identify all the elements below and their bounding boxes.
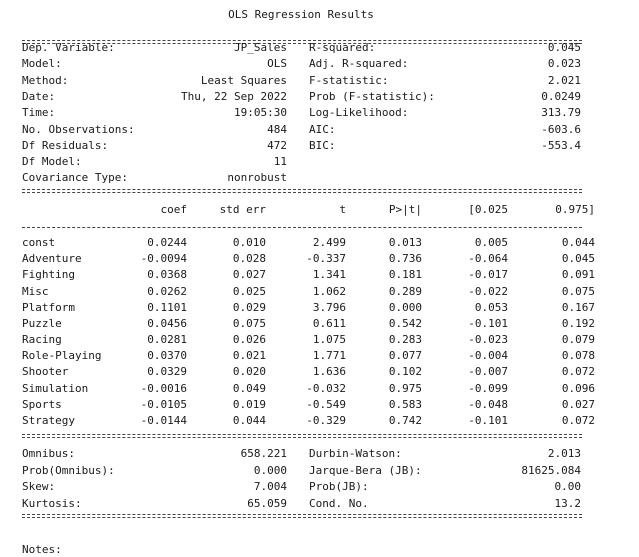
diagnostic-left-value: 7.004 bbox=[253, 480, 287, 493]
coef-cell: -0.101 bbox=[468, 316, 508, 330]
coef-row-name: Simulation bbox=[22, 381, 89, 395]
coef-row-name: Puzzle bbox=[22, 316, 62, 330]
coef-cell: -0.048 bbox=[468, 397, 508, 411]
diagnostic-right-value: 2.013 bbox=[547, 447, 581, 460]
coef-cell: 0.611 bbox=[312, 316, 346, 330]
summary-right-label: AIC: bbox=[309, 122, 336, 136]
coef-cell: 0.075 bbox=[561, 284, 595, 298]
diagnostic-right-label: Cond. No. bbox=[309, 496, 369, 510]
summary-left-value: 11 bbox=[273, 155, 287, 169]
coef-cell: 0.102 bbox=[388, 365, 422, 379]
coef-cell: 0.025 bbox=[232, 284, 266, 298]
coef-cell: -0.032 bbox=[306, 381, 346, 395]
summary-left-label: Dep. Variable: bbox=[22, 41, 115, 54]
coef-cell: 0.096 bbox=[561, 381, 595, 395]
summary-left-label: Method: bbox=[22, 73, 69, 87]
coef-cell: 0.542 bbox=[388, 316, 422, 330]
summary-right-value: -553.4 bbox=[541, 138, 581, 152]
summary-left-value: Least Squares bbox=[200, 73, 287, 87]
diagnostic-left-value: 65.059 bbox=[247, 496, 287, 510]
coef-column-header: t bbox=[339, 203, 346, 216]
summary-right-value: 0.023 bbox=[547, 57, 581, 71]
coef-cell: 0.075 bbox=[232, 316, 266, 330]
coef-cell: 0.0456 bbox=[147, 316, 187, 330]
coef-cell: 0.079 bbox=[561, 333, 595, 347]
coef-cell: -0.022 bbox=[468, 284, 508, 298]
coef-row-name: Fighting bbox=[22, 268, 75, 282]
summary-right-label: BIC: bbox=[309, 138, 336, 152]
coef-cell: 0.027 bbox=[232, 268, 266, 282]
coef-cell: 0.0281 bbox=[147, 333, 187, 347]
coef-cell: 0.742 bbox=[388, 413, 422, 427]
coef-cell: 0.072 bbox=[561, 413, 595, 427]
coef-row-name: Racing bbox=[22, 333, 62, 347]
coef-cell: 0.583 bbox=[388, 397, 422, 411]
coef-cell: 0.028 bbox=[232, 252, 266, 266]
diagnostic-left-label: Prob(Omnibus): bbox=[22, 463, 115, 477]
coef-cell: 0.019 bbox=[232, 397, 266, 411]
coef-cell: 0.000 bbox=[388, 300, 422, 314]
summary-right-value: 0.0249 bbox=[541, 89, 581, 103]
coef-cell: 0.021 bbox=[232, 349, 266, 363]
coef-cell: -0.0105 bbox=[140, 397, 187, 411]
coef-cell: 0.975 bbox=[388, 381, 422, 395]
diagnostic-left-label: Kurtosis: bbox=[22, 496, 82, 510]
coef-cell: 1.075 bbox=[312, 333, 346, 347]
diagnostic-left-label: Omnibus: bbox=[22, 447, 75, 460]
summary-left-label: Df Residuals: bbox=[22, 138, 109, 152]
coef-cell: -0.007 bbox=[468, 365, 508, 379]
summary-right-label: R-squared: bbox=[309, 41, 376, 54]
coef-cell: 0.049 bbox=[232, 381, 266, 395]
coef-cell: 0.020 bbox=[232, 365, 266, 379]
summary-right-label: F-statistic: bbox=[309, 73, 389, 87]
coef-cell: -0.329 bbox=[306, 413, 346, 427]
coef-cell: 0.027 bbox=[561, 397, 595, 411]
coef-cell: 0.053 bbox=[474, 300, 508, 314]
coef-cell: 0.1101 bbox=[147, 300, 187, 314]
coef-cell: 0.192 bbox=[561, 316, 595, 330]
coef-cell: -0.0016 bbox=[140, 381, 187, 395]
diagnostic-right-value: 0.00 bbox=[554, 480, 581, 493]
summary-left-value: 472 bbox=[267, 138, 287, 152]
coef-cell: -0.337 bbox=[306, 252, 346, 266]
diagnostic-left-label: Skew: bbox=[22, 480, 56, 493]
notes-label: Notes: bbox=[22, 543, 62, 556]
summary-right-value: 2.021 bbox=[547, 73, 581, 87]
coef-column-header: [0.025 bbox=[468, 203, 508, 216]
coef-cell: 0.078 bbox=[561, 349, 595, 363]
diagnostic-right-value: 81625.084 bbox=[521, 463, 581, 477]
summary-left-label: Date: bbox=[22, 89, 56, 103]
coef-cell: -0.0094 bbox=[140, 252, 187, 266]
double-rule-summary bbox=[22, 189, 582, 193]
coef-cell: 0.026 bbox=[232, 333, 266, 347]
diagnostic-left-value: 658.221 bbox=[240, 447, 287, 460]
coef-cell: -0.004 bbox=[468, 349, 508, 363]
double-rule-coefficients bbox=[22, 434, 582, 438]
coef-cell: -0.017 bbox=[468, 268, 508, 282]
coef-cell: 0.283 bbox=[388, 333, 422, 347]
coef-cell: 2.499 bbox=[312, 236, 346, 249]
summary-right-value: 0.045 bbox=[547, 41, 581, 54]
page-title: OLS Regression Results bbox=[228, 8, 374, 21]
coef-cell: 0.0262 bbox=[147, 284, 187, 298]
coef-row-name: Platform bbox=[22, 300, 75, 314]
coef-row-name: const bbox=[22, 236, 56, 249]
summary-right-value: 313.79 bbox=[541, 106, 581, 120]
summary-left-value: nonrobust bbox=[227, 171, 287, 185]
diagnostic-right-label: Jarque-Bera (JB): bbox=[309, 463, 422, 477]
summary-left-label: Covariance Type: bbox=[22, 171, 128, 185]
coef-cell: 0.181 bbox=[388, 268, 422, 282]
coef-cell: 0.0244 bbox=[147, 236, 187, 249]
coef-column-header: P>|t| bbox=[388, 203, 422, 216]
coef-cell: -0.023 bbox=[468, 333, 508, 347]
summary-left-value: 484 bbox=[267, 122, 287, 136]
diagnostic-right-value: 13.2 bbox=[554, 496, 581, 510]
coef-cell: 0.736 bbox=[388, 252, 422, 266]
coef-cell: 0.0368 bbox=[147, 268, 187, 282]
coef-cell: -0.101 bbox=[468, 413, 508, 427]
coef-cell: 0.091 bbox=[561, 268, 595, 282]
summary-left-label: Model: bbox=[22, 57, 62, 71]
summary-left-label: Df Model: bbox=[22, 155, 82, 169]
coef-cell: 0.010 bbox=[232, 236, 266, 249]
coef-cell: 0.072 bbox=[561, 365, 595, 379]
single-rule-header bbox=[22, 227, 582, 228]
coef-cell: -0.0144 bbox=[140, 413, 187, 427]
coef-row-name: Role-Playing bbox=[22, 349, 102, 363]
coef-cell: 0.013 bbox=[388, 236, 422, 249]
summary-right-label: Log-Likelihood: bbox=[309, 106, 409, 120]
double-rule-bottom bbox=[22, 514, 582, 518]
coef-column-header: 0.975] bbox=[555, 203, 595, 216]
coef-cell: 0.044 bbox=[232, 413, 266, 427]
coef-row-name: Sports bbox=[22, 397, 62, 411]
coef-cell: -0.099 bbox=[468, 381, 508, 395]
coef-cell: 0.0370 bbox=[147, 349, 187, 363]
coef-row-name: Shooter bbox=[22, 365, 69, 379]
coef-cell: 0.077 bbox=[388, 349, 422, 363]
coef-cell: 0.005 bbox=[474, 236, 508, 249]
coef-cell: 1.636 bbox=[312, 365, 346, 379]
coef-row-name: Misc bbox=[22, 284, 49, 298]
coef-cell: 0.045 bbox=[561, 252, 595, 266]
coef-cell: 1.341 bbox=[312, 268, 346, 282]
diagnostic-right-label: Prob(JB): bbox=[309, 480, 369, 493]
summary-left-label: No. Observations: bbox=[22, 122, 135, 136]
coef-column-header: coef bbox=[160, 203, 187, 216]
summary-left-value: JP_Sales bbox=[234, 41, 287, 54]
coef-cell: 0.167 bbox=[561, 300, 595, 314]
coef-cell: 0.044 bbox=[561, 236, 595, 249]
coef-row-name: Adventure bbox=[22, 252, 82, 266]
coef-cell: -0.064 bbox=[468, 252, 508, 266]
summary-right-label: Prob (F-statistic): bbox=[309, 89, 435, 103]
coef-cell: 3.796 bbox=[312, 300, 346, 314]
summary-left-label: Time: bbox=[22, 106, 56, 120]
coef-cell: 1.771 bbox=[312, 349, 346, 363]
diagnostic-right-label: Durbin-Watson: bbox=[309, 447, 402, 460]
summary-left-value: Thu, 22 Sep 2022 bbox=[181, 89, 287, 103]
coef-cell: 0.029 bbox=[232, 300, 266, 314]
summary-left-value: 19:05:30 bbox=[234, 106, 287, 120]
summary-right-label: Adj. R-squared: bbox=[309, 57, 409, 71]
summary-left-value: OLS bbox=[267, 57, 287, 71]
summary-right-value: -603.6 bbox=[541, 122, 581, 136]
coef-cell: 1.062 bbox=[312, 284, 346, 298]
coef-column-header: std err bbox=[219, 203, 266, 216]
coef-cell: 0.289 bbox=[388, 284, 422, 298]
coef-cell: 0.0329 bbox=[147, 365, 187, 379]
coef-row-name: Strategy bbox=[22, 413, 75, 427]
diagnostic-left-value: 0.000 bbox=[253, 463, 287, 477]
coef-cell: -0.549 bbox=[306, 397, 346, 411]
